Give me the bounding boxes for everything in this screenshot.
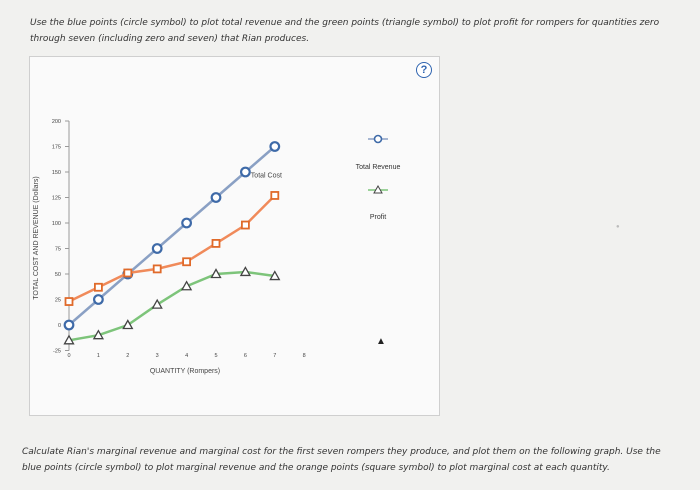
x-tick-label: 8 <box>302 353 306 359</box>
revenue-point <box>182 219 191 228</box>
revenue-point <box>153 244 162 253</box>
x-axis-label: QUANTITY (Rompers) <box>149 368 221 375</box>
y-tick-label: 150 <box>51 170 61 176</box>
y-tick-label: 200 <box>51 119 61 125</box>
x-tick-label: 6 <box>243 353 247 359</box>
cost-point <box>271 192 278 199</box>
instructions-top: Use the blue points (circle symbol) to plot total revenue and the green points (triangle symbol) to plot profit for rompers for quantities zero through seven (including zero and seven) that Rian produces. <box>30 18 660 44</box>
legend-profit-label: Profit <box>369 214 387 221</box>
y-tick-label: 50 <box>54 272 61 278</box>
y-tick-label: 175 <box>51 144 61 151</box>
legend-revenue-marker <box>375 136 382 143</box>
instructions-bottom: Calculate Rian's marginal revenue and marginal cost for the first seven rompers they produce, and plot them on the following graph. Use the blue points (circle symbol) to plot marginal revenue and the orange points (square symbol) to plot marginal cost at each quantity. <box>22 447 661 473</box>
revenue-point <box>212 193 221 202</box>
revenue-point <box>94 295 103 304</box>
x-tick-label: 0 <box>67 353 71 359</box>
y-axis-label: TOTAL COST AND REVENUE (Dollars) <box>33 176 40 300</box>
cost-point <box>124 269 131 276</box>
y-tick-label: 125 <box>51 195 61 202</box>
cursor-icon: ▲ <box>376 336 386 347</box>
cost-point <box>242 222 249 229</box>
revenue-point <box>271 142 280 151</box>
revenue-point <box>241 168 250 177</box>
cost-point <box>213 240 220 247</box>
cost-point <box>66 298 73 305</box>
y-tick-label: 75 <box>54 246 61 253</box>
x-tick-label: 3 <box>155 353 159 359</box>
x-tick-label: 2 <box>126 353 130 359</box>
y-tick-label: -25 <box>53 348 61 355</box>
y-tick-label: 25 <box>54 297 61 304</box>
y-tick-label: 100 <box>51 221 61 227</box>
x-tick-label: 1 <box>96 353 100 359</box>
x-tick-label: 4 <box>185 353 189 359</box>
cost-point <box>95 284 102 291</box>
cost-point <box>183 258 190 265</box>
y-tick-label: 0 <box>57 323 61 329</box>
x-tick-label: 5 <box>214 353 218 359</box>
series-line-profit <box>69 272 275 340</box>
x-tick-label: 7 <box>273 353 277 359</box>
revenue-point <box>65 321 74 330</box>
legend-total-revenue-label: Total Revenue <box>355 164 401 171</box>
help-button[interactable]: ? <box>416 62 432 78</box>
cost-point <box>154 265 161 272</box>
total-cost-annotation: Total Cost <box>250 172 282 180</box>
stray-mark-icon: ● <box>616 224 620 230</box>
